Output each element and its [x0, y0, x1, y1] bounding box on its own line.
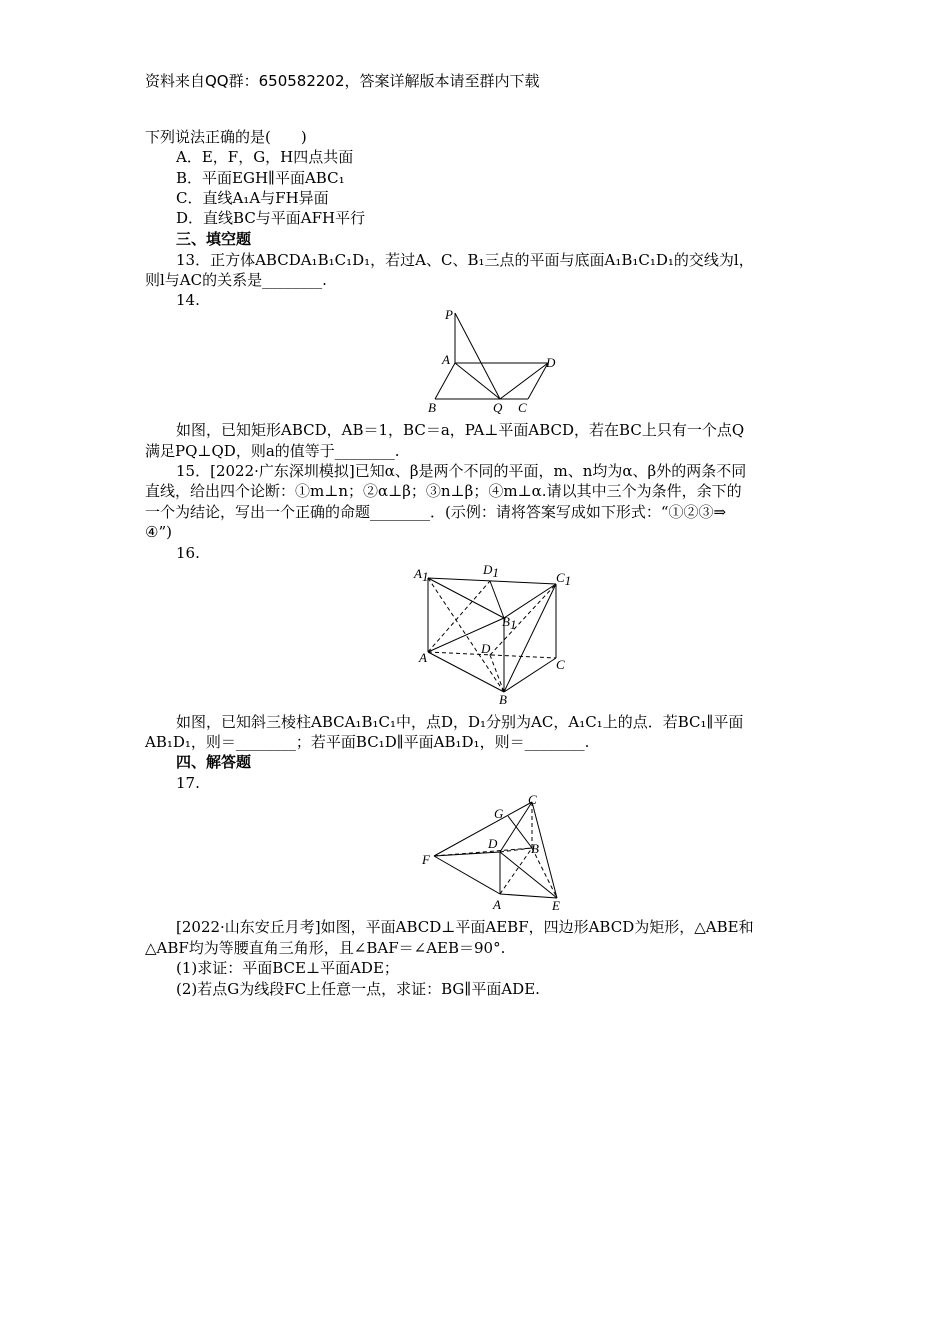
section-answer-title: 四、解答题 — [176, 753, 252, 771]
q16-label-c1: C1 — [556, 570, 572, 588]
q16-label-d: D — [481, 641, 491, 656]
q17-line2: △ABF均为等腰直角三角形，且∠BAF＝∠AEB＝90°. — [145, 939, 506, 957]
q17-label-d: D — [488, 836, 498, 851]
q14-number: 14. — [176, 291, 200, 309]
q15-line1: 15．[2022·广东深圳模拟]已知α、β是两个不同的平面，m、n均为α、β外的两条不同 — [176, 462, 747, 480]
q12-option-a: A．E，F，G，H四点共面 — [176, 148, 354, 166]
q16-number: 16. — [176, 544, 200, 562]
q12-stem: 下列说法正确的是( ) — [145, 128, 307, 146]
q16-line1: 如图，已知斜三棱柱ABCA₁B₁C₁中，点D，D₁分别为AC，A₁C₁上的点．若BC₁∥平面 — [176, 713, 744, 731]
q14-line2: 满足PQ⊥QD，则a的值等于________. — [145, 442, 400, 460]
q14-label-p: P — [445, 307, 453, 322]
q14-label-d: D — [546, 355, 556, 370]
q12-option-d: D．直线BC与平面AFH平行 — [176, 209, 366, 227]
q16-label-d1: D1 — [483, 562, 499, 580]
q17-number: 17. — [176, 774, 200, 792]
q17-label-b: B — [531, 841, 539, 856]
q17-label-a: A — [493, 897, 501, 912]
section-fill-in-title: 三、填空题 — [176, 230, 252, 248]
q17-part2: (2)若点G为线段FC上任意一点，求证：BG∥平面ADE. — [176, 980, 540, 998]
q14-label-b: B — [428, 400, 436, 415]
q17-label-f: F — [422, 852, 430, 867]
q16-label-a: A — [419, 650, 427, 665]
q15-line2: 直线，给出四个论断：①m⊥n；②α⊥β；③n⊥β；④m⊥α.请以其中三个为条件，余下的 — [145, 482, 742, 500]
q16-label-b1: B1 — [502, 614, 517, 632]
q14-label-a: A — [442, 352, 450, 367]
q16-label-c: C — [556, 657, 565, 672]
q17-line1: [2022·山东安丘月考]如图，平面ABCD⊥平面AEBF，四边形ABCD为矩形，△ABE和 — [176, 918, 754, 936]
q14-line1: 如图，已知矩形ABCD，AB＝1，BC＝a，PA⊥平面ABCD，若在BC上只有一个点Q — [176, 421, 745, 439]
q14-label-q: Q — [493, 400, 503, 415]
q12-option-c: C．直线A₁A与FH异面 — [176, 189, 329, 207]
q14-figure — [420, 305, 570, 417]
q16-prism-figure — [410, 562, 580, 708]
q16-line2: AB₁D₁，则＝________；若平面BC₁D∥平面AB₁D₁，则＝________. — [145, 733, 590, 751]
page-header: 资料来自QQ群：650582202，答案详解版本请至群内下载 — [145, 72, 540, 90]
q15-line4: ④”) — [145, 523, 172, 541]
q16-label-a1: A1 — [414, 566, 429, 584]
q17-label-c: C — [528, 792, 537, 807]
q17-part1: (1)求证：平面BCE⊥平面ADE； — [176, 959, 399, 977]
q13-line1: 13．正方体ABCDA₁B₁C₁D₁，若过A、C、B₁三点的平面与底面A₁B₁C₁D₁的交线为l， — [176, 251, 754, 269]
q17-label-g: G — [494, 806, 504, 821]
q15-line3: 一个为结论，写出一个正确的命题________．(示例：请将答案写成如下形式：“①②③⇒ — [145, 503, 727, 521]
q16-label-b: B — [499, 692, 507, 707]
q17-figure — [420, 790, 570, 912]
q13-line2: 则l与AC的关系是________. — [145, 271, 327, 289]
q12-option-b: B．平面EGH∥平面ABC₁ — [176, 169, 345, 187]
q17-label-e: E — [552, 898, 560, 913]
q14-label-c: C — [518, 400, 527, 415]
